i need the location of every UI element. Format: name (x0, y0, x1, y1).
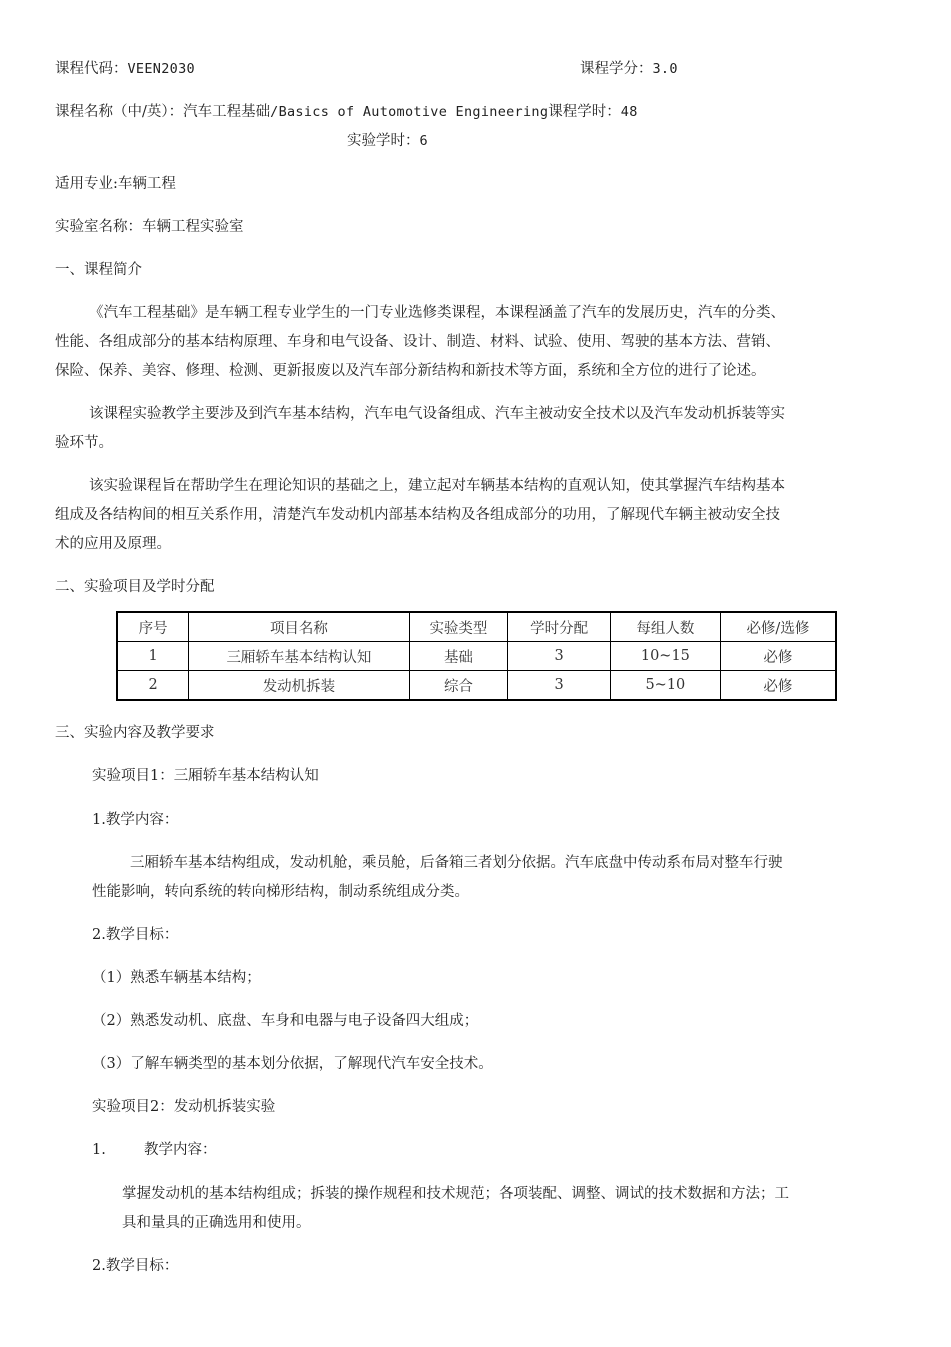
table-row (117, 642, 836, 671)
table-cell: 3 (508, 671, 611, 701)
header-cell-group-size: 每组人数 (610, 612, 720, 642)
header-cell-project-name: 项目名称 (189, 612, 409, 642)
header-cell-type: 实验类型 (409, 612, 508, 642)
table-cell: 基础 (409, 642, 508, 671)
table-cell: 必修 (720, 671, 836, 701)
item2-title: 实验项目2：发动机拆装实验 (92, 1099, 276, 1115)
table-row (117, 671, 836, 701)
table-cell: 10~15 (610, 642, 720, 671)
item1-content-heading: 1.教学内容： (92, 812, 179, 828)
header-cell-required: 必修/选修 (720, 612, 836, 642)
table-header-row (117, 612, 836, 642)
item2-goal-heading: 2.教学目标： (92, 1258, 179, 1274)
lab-hours: 实验学时：6 (347, 133, 428, 149)
table-cell: 发动机拆装 (189, 671, 409, 701)
table-cell: 三厢轿车基本结构认知 (189, 642, 409, 671)
experiment-table (116, 611, 837, 701)
intro-p1-line1: 《汽车工程基础》是车辆工程专业学生的一门专业选修类课程，本课程涵盖了汽车的发展历史，汽车的分类、 (89, 305, 785, 321)
lab-room-name: 实验室名称：车辆工程实验室 (55, 219, 244, 235)
item2-content-line2: 具和量具的正确选用和使用。 (122, 1215, 311, 1231)
item1-goal-heading: 2.教学目标： (92, 927, 179, 943)
applicable-major: 适用专业:车辆工程 (55, 176, 176, 192)
intro-p1-line3: 保险、保养、美容、修理、检测、更新报废以及汽车部分新结构和新技术等方面，系统和全方位的进行了论述。 (55, 363, 766, 379)
intro-p2-line1: 该课程实验教学主要涉及到汽车基本结构，汽车电气设备组成、汽车主被动安全技术以及汽车发动机拆装等实 (89, 406, 785, 422)
table-cell: 必修 (720, 642, 836, 671)
item1-title: 实验项目1：三厢轿车基本结构认知 (92, 768, 319, 784)
intro-p3-line3: 术的应用及原理。 (55, 536, 171, 552)
table-cell: 5~10 (610, 671, 720, 701)
item2-content-number: 1. (92, 1142, 106, 1158)
section-title-content: 三、实验内容及教学要求 (55, 725, 215, 741)
course-name: 课程名称（中/英）：汽车工程基础/Basics of Automotive Engineering课程学时：48 (55, 104, 638, 120)
course-credits: 课程学分：3.0 (580, 61, 678, 77)
intro-p3-line1: 该实验课程旨在帮助学生在理论知识的基础之上，建立起对车辆基本结构的直观认知，使其掌握汽车结构基本 (89, 478, 785, 494)
item1-goal-2: （2）熟悉发动机、底盘、车身和电器与电子设备四大组成； (92, 1013, 479, 1029)
intro-p3-line2: 组成及各结构间的相互关系作用，清楚汽车发动机内部基本结构及各组成部分的功用，了解现代车辆主被动安全技 (55, 507, 780, 523)
section-title-projects: 二、实验项目及学时分配 (55, 579, 215, 595)
item2-content-heading: 教学内容： (144, 1142, 217, 1158)
section-title-intro: 一、课程简介 (55, 262, 142, 278)
table-cell: 3 (508, 642, 611, 671)
course-code: 课程代码：VEEN2030 (55, 61, 195, 77)
table-cell: 综合 (409, 671, 508, 701)
table-cell: 1 (117, 642, 189, 671)
header-cell-hours: 学时分配 (508, 612, 611, 642)
item1-goal-3: （3）了解车辆类型的基本划分依据，了解现代汽车安全技术。 (92, 1056, 493, 1072)
intro-p1-line2: 性能、各组成部分的基本结构原理、车身和电气设备、设计、制造、材料、试验、使用、驾驶的基本方法、营销、 (55, 334, 780, 350)
intro-p2-line2: 验环节。 (55, 435, 113, 451)
table-cell: 2 (117, 671, 189, 701)
item1-content-line2: 性能影响，转向系统的转向梯形结构，制动系统组成分类。 (92, 884, 469, 900)
item2-content-line1: 掌握发动机的基本结构组成；拆装的操作规程和技术规范；各项装配、调整、调试的技术数据和方法；工 (122, 1186, 789, 1202)
item1-content-line1: 三厢轿车基本结构组成，发动机舱，乘员舱，后备箱三者划分依据。汽车底盘中传动系布局对整车行驶 (130, 855, 783, 871)
item1-goal-1: （1）熟悉车辆基本结构； (92, 970, 261, 986)
header-cell-index: 序号 (117, 612, 189, 642)
